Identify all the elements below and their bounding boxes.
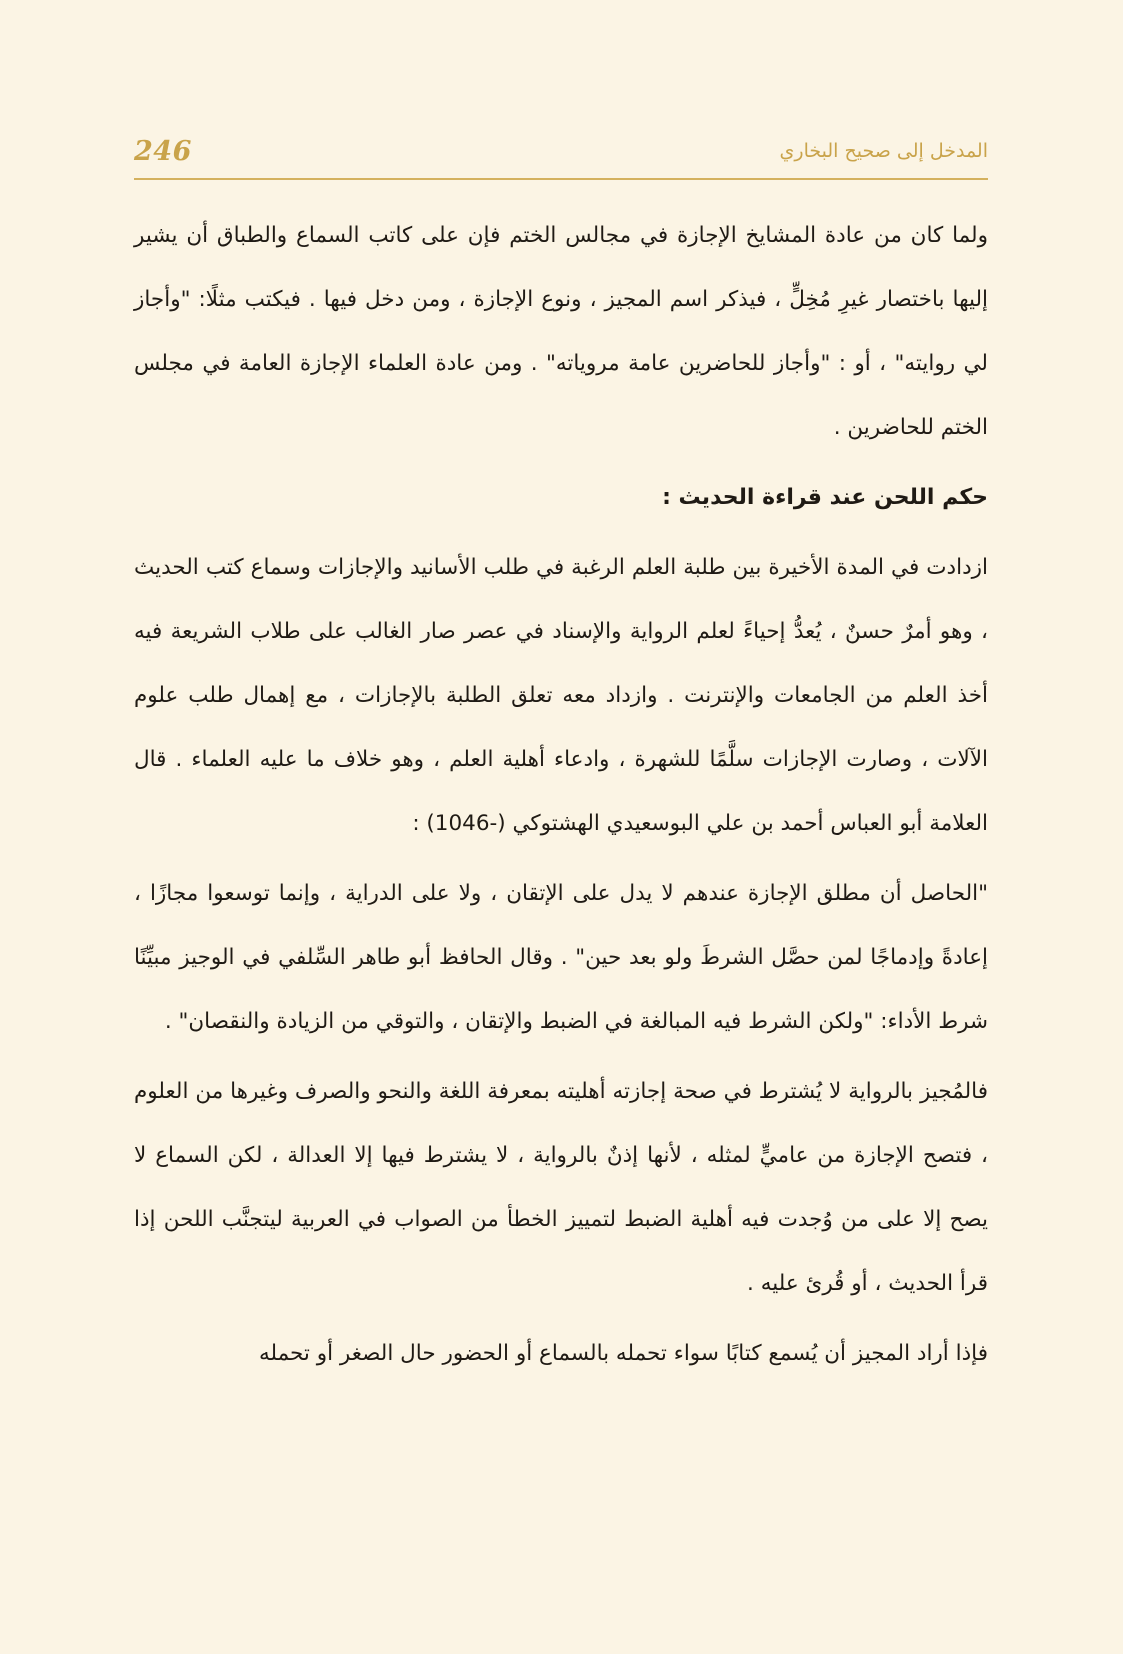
- page-header: [134, 128, 988, 178]
- paragraph-asanid-interest: ازدادت في المدة الأخيرة بين طلبة العلم الرغبة في طلب الأسانيد والإجازات وسماع كتب الحديث ، وهو أمرٌ حسنٌ ، يُعدُّ إحياءً لعلم الرواية والإسناد في عصر صار الغالب على طلاب الشريعة فيه أخذ العلم من الجامعات والإنترنت . وازداد معه تعلق الطلبة بالإجازات ، مع إهمال طلب علوم الآلات ، وصارت الإجازات سلَّمًا للشهرة ، وادعاء أهلية العلم ، وهو خلاف ما عليه العلماء . قال العلامة أبو العباس أحمد بن علي البوسعيدي الهشتوكي (-1046) :: [134, 555, 988, 836]
- paragraph-continued: فإذا أراد المجيز أن يُسمع كتابًا سواء تحمله بالسماع أو الحضور حال الصغر أو تحمله: [258, 1341, 988, 1366]
- page-number: 246: [134, 136, 192, 167]
- running-title: المدخل إلى صحيح البخاري: [779, 140, 988, 162]
- header-divider: [134, 178, 988, 180]
- page-body: [134, 204, 988, 1386]
- paragraph-quotation: "الحاصل أن مطلق الإجازة عندهم لا يدل على الإتقان ، ولا على الدراية ، وإنما توسعوا مجازًا ، إعادةً وإدماجًا لمن حصَّل الشرطَ ولو بعد حين" . وقال الحافظ أبو طاهر السِّلفي في الوجيز مبيِّنًا شرط الأداء: "ولكن الشرط فيه المبالغة في الضبط والإتقان ، والتوقي من الزيادة والنقصان" .: [134, 881, 988, 1034]
- paragraph-ijaza-custom: ولما كان من عادة المشايخ الإجازة في مجالس الختم فإن على كاتب السماع والطباق أن يشير إليها باختصار غيرِ مُخِلٍّ ، فيذكر اسم المجيز ، ونوع الإجازة ، ومن دخل فيها . فيكتب مثلًا: "وأجاز لي روايته" ، أو : "وأجاز للحاضرين عامة مروياته" . ومن عادة العلماء الإجازة العامة في مجلس الختم للحاضرين .: [134, 223, 988, 440]
- section-heading: حكم اللحن عند قراءة الحديث :: [662, 485, 988, 510]
- paragraph-mujiz-conditions: فالمُجيز بالرواية لا يُشترط في صحة إجازته أهليته بمعرفة اللغة والنحو والصرف وغيرها من العلوم ، فتصح الإجازة من عاميٍّ لمثله ، لأنها إذنٌ بالرواية ، لا يشترط فيها إلا العدالة ، لكن السماع لا يصح إلا على من وُجدت فيه أهلية الضبط لتمييز الخطأ من الصواب في العربية ليتجنَّب اللحن إذا قرأ الحديث ، أو قُرئ عليه .: [134, 1079, 988, 1296]
